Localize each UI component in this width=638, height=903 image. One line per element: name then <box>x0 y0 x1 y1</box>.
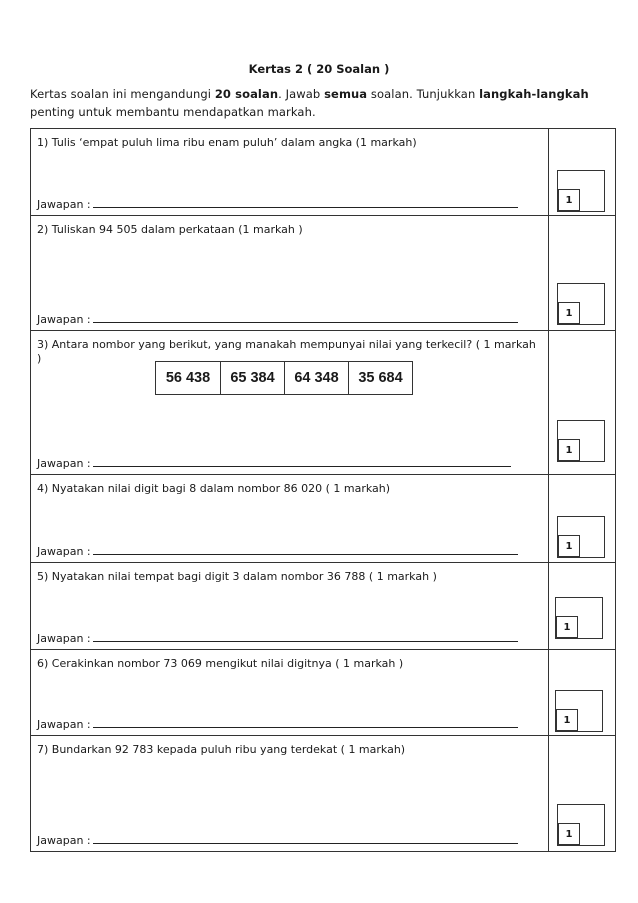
mark-value: 1 <box>558 439 580 461</box>
mark-value: 1 <box>556 709 578 731</box>
answer-label: Jawapan : <box>37 198 91 211</box>
question-row-3 <box>31 330 615 474</box>
instructions-text: . Jawab <box>278 87 325 101</box>
mark-box <box>557 170 605 212</box>
question-cell <box>31 475 549 562</box>
answer-label: Jawapan : <box>37 718 91 731</box>
mark-value: 1 <box>558 535 580 557</box>
mark-box <box>555 597 603 639</box>
answer-line[interactable] <box>93 199 518 208</box>
mark-value: 1 <box>558 823 580 845</box>
question-row-7 <box>31 735 615 851</box>
question-text: 2) Tuliskan 94 505 dalam perkataan (1 markah ) <box>37 223 303 236</box>
answer-line[interactable] <box>93 633 518 642</box>
answer-field[interactable] <box>37 718 518 731</box>
question-text: 6) Cerakinkan nombor 73 069 mengikut nilai digitnya ( 1 markah ) <box>37 657 404 670</box>
instructions <box>30 85 615 121</box>
question-cell <box>31 650 549 735</box>
answer-line[interactable] <box>93 546 518 555</box>
instructions-text: soalan. Tunjukkan <box>367 87 480 101</box>
answer-line[interactable] <box>93 835 518 844</box>
question-row-1 <box>31 129 615 215</box>
mark-cell <box>549 736 615 851</box>
question-cell <box>31 216 549 330</box>
question-row-6 <box>31 649 615 735</box>
mark-cell <box>549 216 615 330</box>
answer-label: Jawapan : <box>37 313 91 326</box>
mark-cell <box>549 475 615 562</box>
answer-field[interactable] <box>37 457 511 470</box>
number-option: 65 384 <box>220 362 284 394</box>
question-row-4 <box>31 474 615 562</box>
answer-line[interactable] <box>93 314 518 323</box>
question-text: 4) Nyatakan nilai digit bagi 8 dalam nombor 86 020 ( 1 markah) <box>37 482 391 495</box>
answer-label: Jawapan : <box>37 457 91 470</box>
instructions-bold-count: 20 soalan <box>214 87 279 101</box>
mark-cell <box>549 331 615 474</box>
question-text: 5) Nyatakan nilai tempat bagi digit 3 dalam nombor 36 788 ( 1 markah ) <box>37 570 437 583</box>
mark-value: 1 <box>558 189 580 211</box>
mark-cell <box>549 563 615 649</box>
instructions-text: Kertas soalan ini mengandungi <box>30 87 215 101</box>
question-text: 3) Antara nombor yang berikut, yang manakah mempunyai nilai yang terkecil? ( 1 markah ) <box>37 338 536 365</box>
number-option: 64 348 <box>284 362 348 394</box>
answer-line[interactable] <box>93 458 511 467</box>
answer-line[interactable] <box>93 719 518 728</box>
mark-box <box>557 420 605 462</box>
question-cell <box>31 736 549 851</box>
instructions-bold-steps: langkah-langkah <box>479 87 589 101</box>
answer-label: Jawapan : <box>37 545 91 558</box>
question-text: 7) Bundarkan 92 783 kepada puluh ribu yang terdekat ( 1 markah) <box>37 743 406 756</box>
question-row-2 <box>31 215 615 330</box>
answer-field[interactable] <box>37 545 518 558</box>
number-option: 56 438 <box>165 370 211 386</box>
answer-field[interactable] <box>37 632 518 645</box>
mark-cell <box>549 129 615 215</box>
answer-field[interactable] <box>37 313 518 326</box>
question-row-5 <box>31 562 615 649</box>
mark-value: 1 <box>556 616 578 638</box>
mark-value: 1 <box>558 302 580 324</box>
mark-box <box>557 804 605 846</box>
answer-label: Jawapan : <box>37 632 91 645</box>
page-title: Kertas 2 ( 20 Soalan ) <box>248 62 390 76</box>
instructions-text: penting untuk membantu mendapatkan markah. <box>30 105 316 119</box>
question-cell <box>31 331 549 474</box>
mark-cell <box>549 650 615 735</box>
answer-field[interactable] <box>37 834 518 847</box>
mark-box <box>557 283 605 325</box>
mark-box <box>555 690 603 732</box>
instructions-bold-all: semua <box>324 87 368 101</box>
answer-label: Jawapan : <box>37 834 91 847</box>
number-option: 35 684 <box>348 362 412 394</box>
question-text: 1) Tulis ‘empat puluh lima ribu enam puluh’ dalam angka (1 markah) <box>37 136 417 149</box>
question-cell <box>31 129 549 215</box>
question-cell <box>31 563 549 649</box>
number-options-table <box>155 361 413 395</box>
mark-box <box>557 516 605 558</box>
question-table <box>30 128 616 852</box>
answer-field[interactable] <box>37 198 518 211</box>
